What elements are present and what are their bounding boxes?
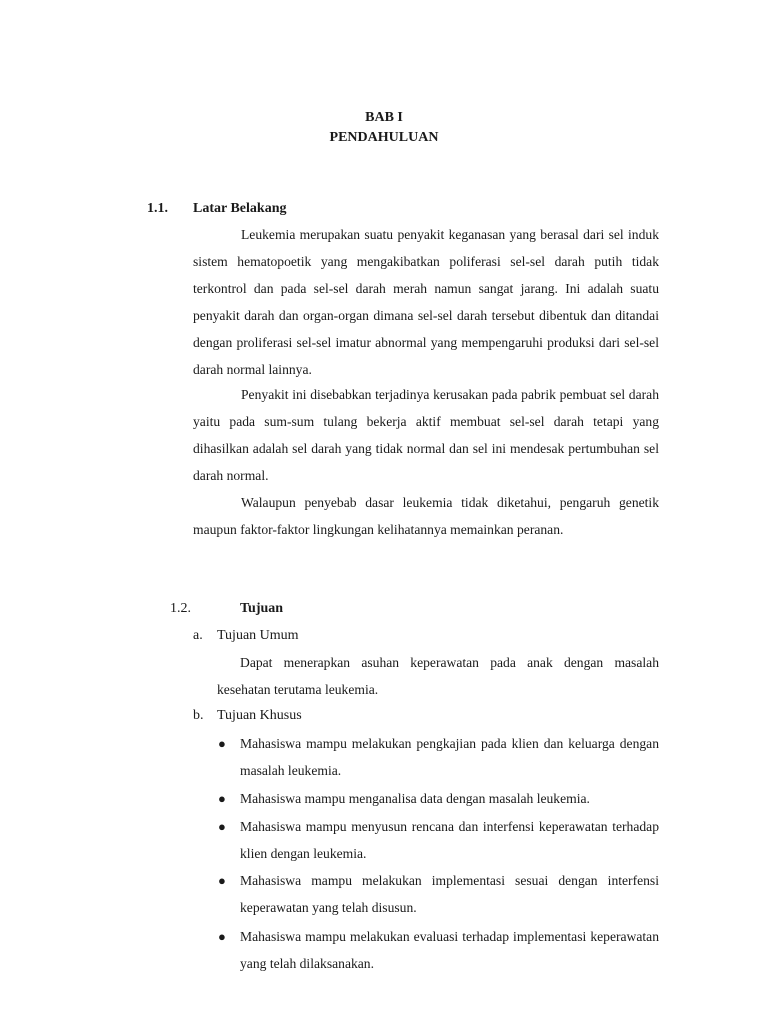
sub-b-title: Tujuan Khusus [217, 708, 302, 723]
paragraph-2: Penyakit ini disebabkan terjadinya kerusakan pada pabrik pembuat sel darah yaitu pada sum-sum tulang bekerja aktif membuat sel-sel darah tetapi yang dihasilkan adalah sel darah yang tidak normal dan sel ini mendesak pertumbuhan sel darah normal. [193, 387, 659, 483]
bullet-icon: ● [218, 873, 226, 888]
section-2-title: Tujuan [240, 601, 284, 616]
list-item: Mahasiswa mampu menyusun rencana dan interfensi keperawatan terhadap klien dengan leukemia. [240, 819, 659, 861]
sub-b-marker: b. [193, 708, 204, 723]
list-item: Mahasiswa mampu melakukan pengkajian pada klien dan keluarga dengan masalah leukemia. [240, 736, 659, 778]
chapter-label: BAB I [365, 110, 403, 125]
bullet-icon: ● [218, 929, 226, 944]
list-item: Mahasiswa mampu menganalisa data dengan masalah leukemia. [240, 791, 590, 806]
bullet-icon: ● [218, 791, 226, 806]
paragraph-3: Walaupun penyebab dasar leukemia tidak diketahui, pengaruh genetik maupun faktor-faktor lingkungan kelihatannya memainkan peranan. [193, 495, 659, 537]
section-1-title: Latar Belakang [193, 201, 287, 216]
list-item: Mahasiswa mampu melakukan implementasi sesuai dengan interfensi keperawatan yang telah disusun. [240, 873, 659, 915]
sub-a-marker: a. [193, 628, 203, 643]
list-item: Mahasiswa mampu melakukan evaluasi terhadap implementasi keperawatan yang telah dilaksanakan. [240, 929, 659, 971]
section-1-number: 1.1. [147, 201, 168, 216]
section-2-number: 1.2. [170, 601, 191, 616]
bullet-icon: ● [218, 819, 226, 834]
chapter-title: PENDAHULUAN [329, 130, 439, 145]
paragraph-1: Leukemia merupakan suatu penyakit keganasan yang berasal dari sel induk sistem hematopoetik yang mengakibatkan poliferasi sel-sel darah putih tidak terkontrol dan pada sel-sel darah merah namun sangat jarang. Ini adalah suatu penyakit darah dan organ-organ dimana sel-sel darah tersebut dibentuk dan ditandai dengan proliferasi sel-sel imatur abnormal yang mempengaruhi produksi dari sel-sel darah normal lainnya. [193, 227, 659, 377]
sub-a-text: Dapat menerapkan asuhan keperawatan pada anak dengan masalah kesehatan terutama leukemia. [217, 655, 659, 697]
bullet-icon: ● [218, 736, 226, 751]
sub-a-title: Tujuan Umum [217, 628, 299, 643]
